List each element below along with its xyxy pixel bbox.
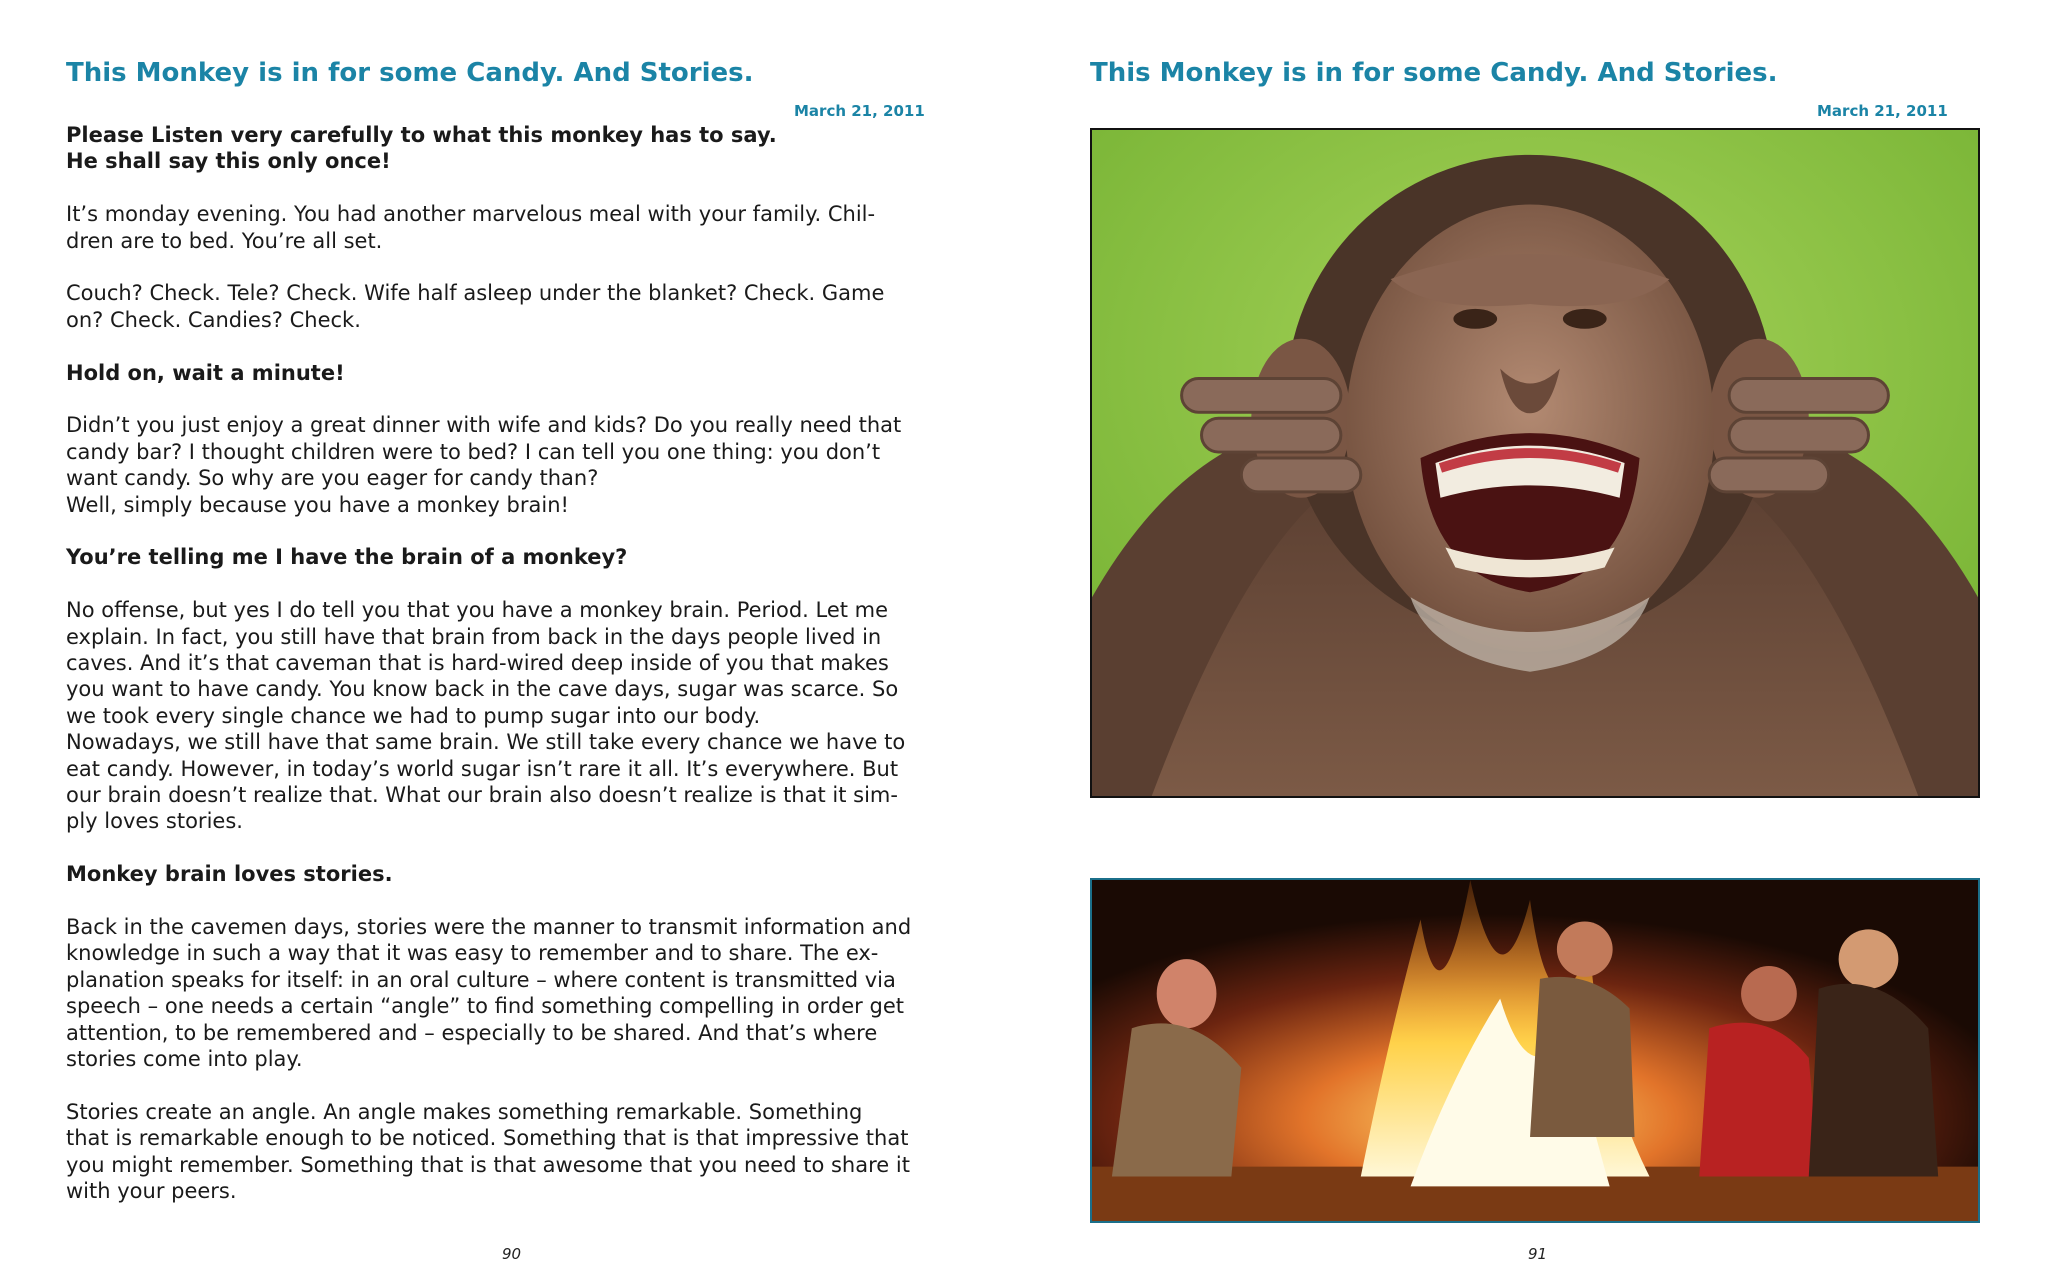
text-line: He shall say this only once!: [66, 149, 391, 174]
text-line: eat candy. However, in today’s world sugar isn’t rare it all. It’s everywhere. But: [66, 756, 899, 781]
post-date: March 21, 2011: [1817, 102, 1948, 120]
text-line: on? Check. Candies? Check.: [66, 307, 361, 332]
text-line: ply loves stories.: [66, 809, 243, 834]
section-heading: [66, 861, 966, 887]
body-paragraph: [66, 412, 966, 518]
campfire-illustration: [1092, 880, 1978, 1221]
text-line: Didn’t you just enjoy a great dinner with wife and kids? Do you really need that: [66, 413, 902, 438]
page-title: This Monkey is in for some Candy. And Stories.: [1090, 58, 1778, 88]
page-number: 90: [502, 1245, 522, 1263]
campfire-people-photo: [1090, 878, 1980, 1223]
section-heading: [66, 544, 966, 570]
text-line: Please Listen very carefully to what this monkey has to say.: [66, 123, 777, 147]
chimpanzee-illustration: [1092, 130, 1978, 796]
text-line: knowledge in such a way that it was easy to remember and to share. The ex-: [66, 941, 879, 966]
text-line: speech – one needs a certain “angle” to find something compelling in order get: [66, 994, 904, 1019]
text-line: Nowadays, we still have that same brain. We still take every chance we have to: [66, 730, 906, 755]
text-line: dren are to bed. You’re all set.: [66, 228, 383, 253]
text-line: You’re telling me I have the brain of a monkey?: [66, 545, 628, 570]
text-line: explain. In fact, you still have that brain from back in the days people lived in: [66, 624, 882, 649]
section-heading: [66, 122, 966, 175]
text-line: candy bar? I thought children were to bed? I can tell you one thing: you don’t: [66, 439, 881, 464]
text-line: planation speaks for itself: in an oral culture – where content is transmitted via: [66, 967, 896, 992]
text-line: you want to have candy. You know back in the cave days, sugar was scarce. So: [66, 677, 899, 702]
text-line: attention, to be remembered and – especially to be shared. And that’s where: [66, 1020, 878, 1045]
text-line: Hold on, wait a minute!: [66, 360, 345, 385]
body-paragraph: [66, 914, 966, 1072]
page-number: 91: [1528, 1245, 1548, 1263]
text-line: It’s monday evening. You had another marvelous meal with your family. Chil-: [66, 202, 876, 227]
text-line: Well, simply because you have a monkey brain!: [66, 492, 569, 517]
section-heading: [66, 360, 966, 386]
body-paragraph: [66, 1099, 966, 1205]
body-paragraph: [66, 280, 966, 333]
text-line: caves. And it’s that caveman that is hard-wired deep inside of you that makes: [66, 651, 889, 676]
text-line: our brain doesn’t realize that. What our brain also doesn’t realize is that it sim-: [66, 783, 898, 808]
right-page: [1024, 0, 2048, 1288]
text-line: Back in the cavemen days, stories were the manner to transmit information and: [66, 915, 912, 940]
text-line: Couch? Check. Tele? Check. Wife half asleep under the blanket? Check. Game: [66, 281, 885, 306]
text-line: Monkey brain loves stories.: [66, 862, 393, 887]
text-line: want candy. So why are you eager for candy than?: [66, 466, 599, 491]
text-line: Stories create an angle. An angle makes something remarkable. Something: [66, 1099, 863, 1124]
chimpanzee-covering-ears-photo: [1090, 128, 1980, 798]
text-line: you might remember. Something that is that awesome that you need to share it: [66, 1152, 910, 1177]
text-line: No offense, but yes I do tell you that you have a monkey brain. Period. Let me: [66, 598, 889, 623]
text-line: with your peers.: [66, 1179, 237, 1204]
body-paragraph: [66, 597, 966, 835]
text-line: stories come into play.: [66, 1047, 303, 1072]
text-line: we took every single chance we had to pump sugar into our body.: [66, 703, 761, 728]
post-date: March 21, 2011: [794, 102, 925, 120]
article-body: [66, 122, 966, 1205]
page-title: This Monkey is in for some Candy. And Stories.: [66, 58, 754, 88]
text-line: that is remarkable enough to be noticed. Something that is that impressive that: [66, 1126, 909, 1151]
body-paragraph: [66, 201, 966, 254]
